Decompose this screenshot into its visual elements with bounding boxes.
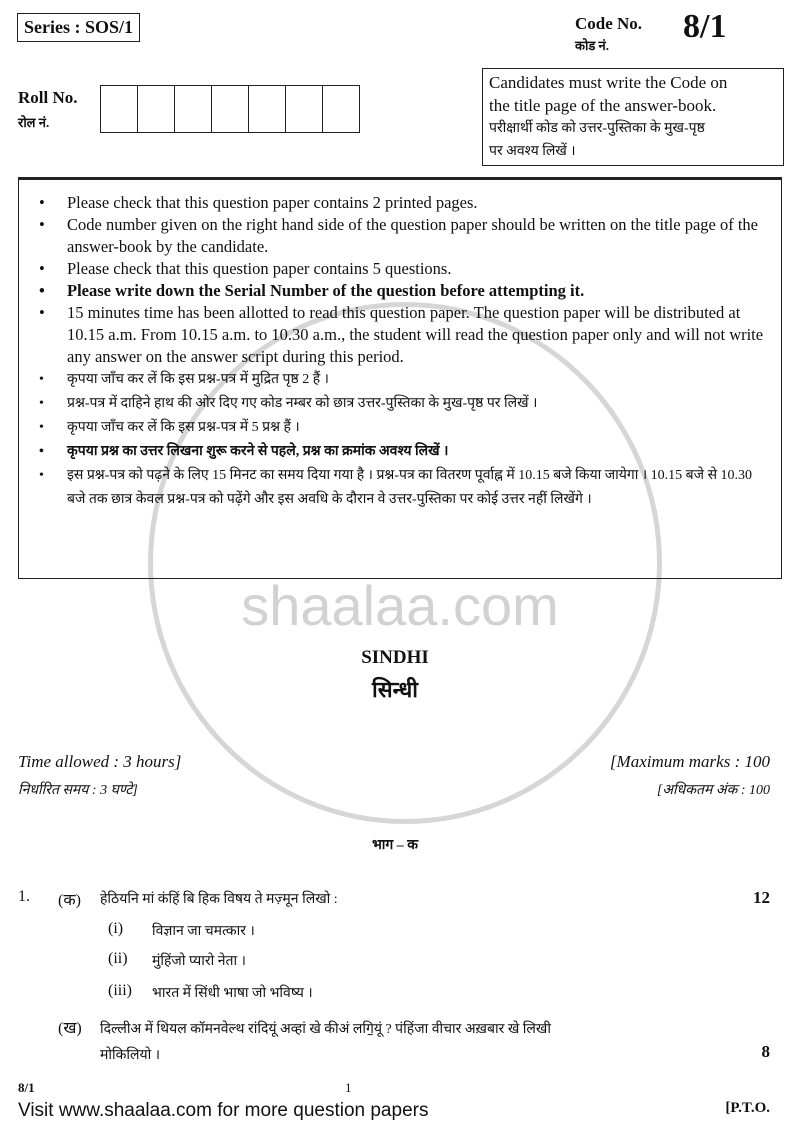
series-label: Series : SOS/1 (17, 13, 140, 42)
note-line: Candidates must write the Code on (489, 73, 728, 92)
section-heading: भाग – क (371, 838, 419, 853)
page-code: 8/1 (18, 1080, 35, 1095)
roll-box[interactable] (249, 86, 286, 132)
max-marks-hi: [अधिकतम अंक : 100 (656, 783, 770, 798)
instruction-item: • Code number given on the right hand side of the question paper should be written on the title page of the answer-book by the candidate. (29, 214, 771, 258)
watermark-text: shaalaa.com (241, 574, 559, 637)
option-label: (iii) (108, 982, 132, 999)
subject-title-en: SINDHI (361, 647, 429, 668)
note-line: परीक्षार्थी कोड को उत्तर-पुस्तिका के मुख-पृष्ठ (489, 121, 705, 136)
marks: 12 (753, 888, 770, 907)
roll-box[interactable] (175, 86, 212, 132)
option-text: मुंहिंजो प्यारो नेता । (152, 954, 246, 969)
roll-box[interactable] (101, 86, 138, 132)
option-text: विज्ञान जा चमत्कार । (152, 924, 255, 939)
pto-label: [P.T.O. (725, 1100, 770, 1116)
instruction-item: • इस प्रश्न-पत्र को पढ़ने के लिए 15 मिनट का समय दिया गया है । प्रश्न-पत्र का वितरण पूर्वाह्न में 10.15 बजे किया जायेगा । 10.15 बजे से 10.30 बजे तक छात्र केवल प्रश्न-पत्र को पढ़ेंगे और इस अवधि के दौरान वे उत्तर-पुस्तिका पर कोई उत्तर नहीं लिखेंगे । (29, 464, 771, 512)
subquestion-text: मोकिलियो । (100, 1048, 161, 1063)
code-label-hi: कोड नं. (575, 38, 610, 53)
instruction-item: • कृपया जाँच कर लें कि इस प्रश्न-पत्र में 5 प्रश्न हैं । (29, 416, 771, 440)
roll-number-boxes (100, 85, 360, 133)
roll-box[interactable] (286, 86, 323, 132)
instruction-item: • Please write down the Serial Number of the question before attempting it. (29, 280, 771, 302)
subquestion-text: दिल्लीअ में थियल कॉमनवेल्थ रांदियूं अव्हां खे कीअं लगि॒यूं ? पंहिंजा वीचार अख़बार खे लिखी (100, 1022, 552, 1037)
instruction-item: • कृपया प्रश्न का उत्तर लिखना शुरू करने से पहले, प्रश्न का क्रमांक अवश्य लिखें । (29, 440, 771, 464)
candidates-note-box (482, 68, 784, 166)
roll-box[interactable] (138, 86, 175, 132)
page-number: 1 (345, 1080, 352, 1095)
roll-box[interactable] (323, 86, 359, 132)
roll-label-en: Roll No. (18, 88, 78, 107)
roll-label-hi: रोल नं. (18, 115, 50, 130)
time-allowed-en: Time allowed : 3 hours] (18, 752, 182, 771)
instruction-item: • Please check that this question paper contains 5 questions. (29, 258, 771, 280)
time-allowed-hi: निर्धारित समय : 3 घण्टे] (18, 783, 138, 798)
note-line: पर अवश्य लिखें । (489, 144, 576, 159)
instruction-item: • Please check that this question paper contains 2 printed pages. (29, 192, 771, 214)
code-label-en: Code No. (575, 14, 643, 33)
max-marks-en: [Maximum marks : 100 (609, 752, 770, 771)
option-label: (ii) (108, 950, 128, 967)
code-value: 8/1 (683, 8, 727, 45)
subject-title-hi: सिन्धी (372, 677, 418, 702)
instruction-item: • 15 minutes time has been allotted to read this question paper. The question paper will be distributed at 10.15 a.m. From 10.15 a.m. to 10.30 a.m., the student will read the question paper only and will not write any answer on the answer script during this period. (29, 302, 771, 368)
instructions-box (18, 177, 782, 579)
instruction-item: • कृपया जाँच कर लें कि इस प्रश्न-पत्र में मुद्रित पृष्ठ 2 हैं । (29, 368, 771, 392)
visit-link[interactable]: Visit www.shaalaa.com for more question papers (18, 1100, 429, 1121)
instruction-item: • प्रश्न-पत्र में दाहिने हाथ की ओर दिए गए कोड नम्बर को छात्र उत्तर-पुस्तिका के मुख-पृष्ठ पर लिखें । (29, 392, 771, 416)
subquestion-label: (ख) (58, 1020, 82, 1037)
roll-box[interactable] (212, 86, 249, 132)
marks: 8 (761, 1042, 770, 1061)
question-number: 1. (18, 888, 30, 905)
subquestion-text: हेठियनि मां कंहिं बि हिक विषय ते मज़्मून लिखो : (100, 892, 338, 907)
subquestion-b (100, 1017, 720, 1069)
option-label: (i) (108, 920, 124, 937)
note-line: the title page of the answer-book. (489, 96, 717, 115)
option-text: भारत में सिंधी भाषा जो भविष्य । (152, 986, 313, 1001)
subquestion-label: (क) (58, 892, 81, 909)
